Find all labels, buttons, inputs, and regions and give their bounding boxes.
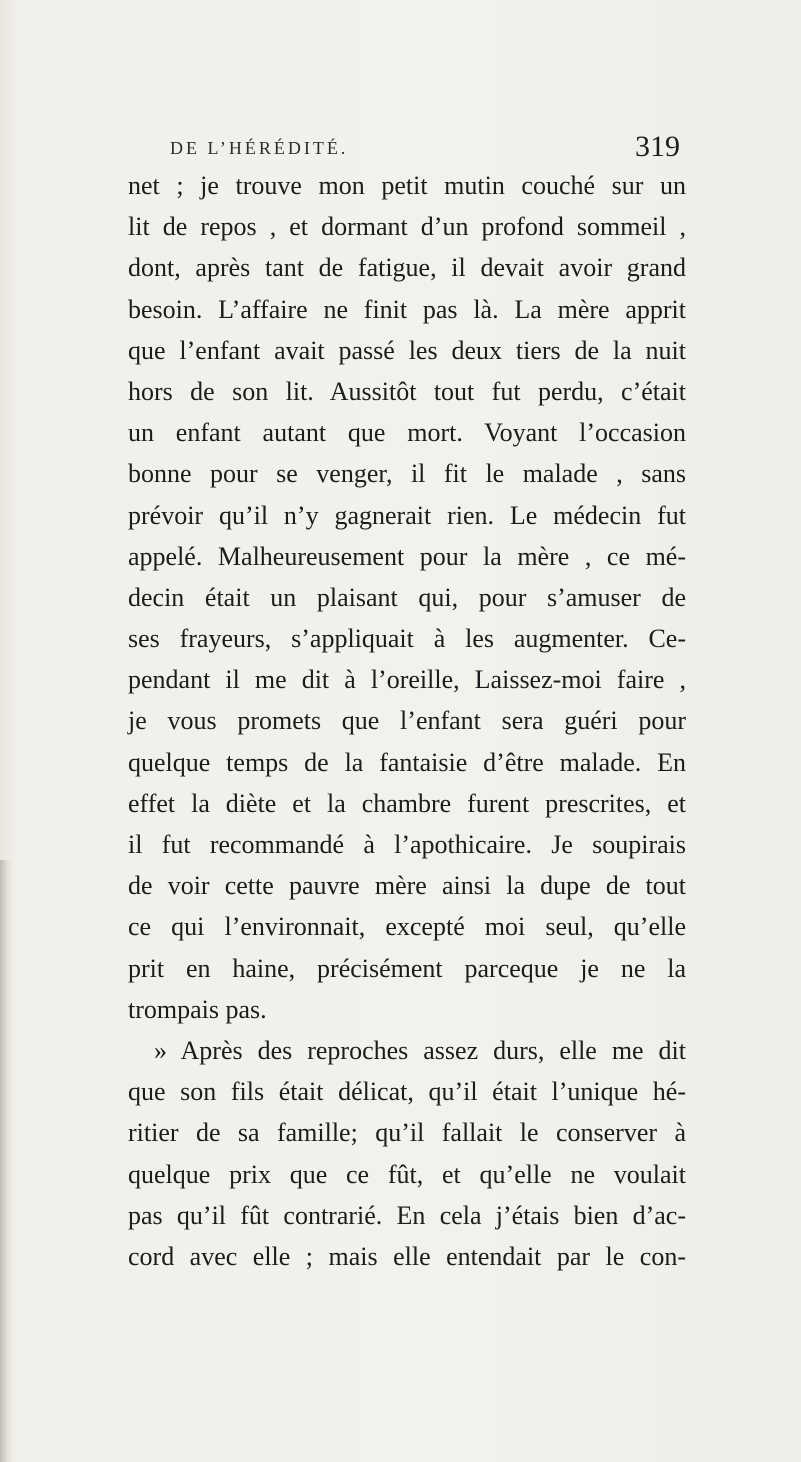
text-line: » Après des reproches assez durs, elle me dit (154, 1035, 686, 1065)
text-line: quelque prix que ce fût, et qu’elle ne voulait (128, 1159, 686, 1189)
text-line: ce qui l’environnait, excepté moi seul, qu’elle (128, 912, 686, 942)
page-edge-shadow (0, 860, 12, 1462)
body-text (128, 165, 686, 1277)
text-line: net ; je trouve mon petit mutin couché sur un (128, 171, 686, 200)
text-line: hors de son lit. Aussitôt tout fut perdu, c’était (128, 376, 686, 406)
text-line: ses frayeurs, s’appliquait à les augmenter. Ce- (128, 624, 686, 654)
text-line: appelé. Malheureusement pour la mère , ce mé- (128, 541, 686, 571)
text-line: prit en haine, précisément parceque je ne la (128, 953, 686, 983)
text-line: lit de repos , et dormant d’un profond sommeil , (128, 212, 686, 242)
text-line: il fut recommandé à l’apothicaire. Je soupirais (128, 830, 686, 859)
text-line: un enfant autant que mort. Voyant l’occasion (128, 418, 686, 448)
text-line: je vous promets que l’enfant sera guéri pour (128, 706, 686, 736)
text-line: de voir cette pauvre mère ainsi la dupe de tout (128, 871, 686, 901)
running-head: DE L’HÉRÉDITÉ. (170, 138, 349, 158)
text-line: cord avec elle ; mais elle entendait par le con- (128, 1241, 686, 1271)
text-line: decin était un plaisant qui, pour s’amuser de (128, 582, 686, 612)
text-line: que l’enfant avait passé les deux tiers de la nuit (128, 335, 686, 365)
text-line: besoin. L’affaire ne finit pas là. La mère apprit (128, 294, 686, 324)
text-line: ritier de sa famille; qu’il fallait le conserver à (128, 1118, 686, 1148)
text-line: prévoir qu’il n’y gagnerait rien. Le médecin fut (128, 500, 686, 530)
text-line: dont, après tant de fatigue, il devait avoir grand (128, 253, 686, 283)
text-line: effet la diète et la chambre furent prescrites, et (128, 788, 686, 818)
page-number: 319 (635, 130, 680, 163)
text-line: que son fils était délicat, qu’il était l’unique hé- (128, 1077, 686, 1107)
text-line: quelque temps de la fantaisie d’être malade. En (128, 747, 686, 777)
text-line: pas qu’il fût contrarié. En cela j’étais bien d’ac- (128, 1200, 686, 1230)
page-header (170, 130, 680, 170)
text-line: bonne pour se venger, il fit le malade , sans (128, 459, 686, 489)
text-line: pendant il me dit à l’oreille, Laissez-moi faire , (128, 665, 686, 695)
text-line: trompais pas. (128, 994, 267, 1024)
